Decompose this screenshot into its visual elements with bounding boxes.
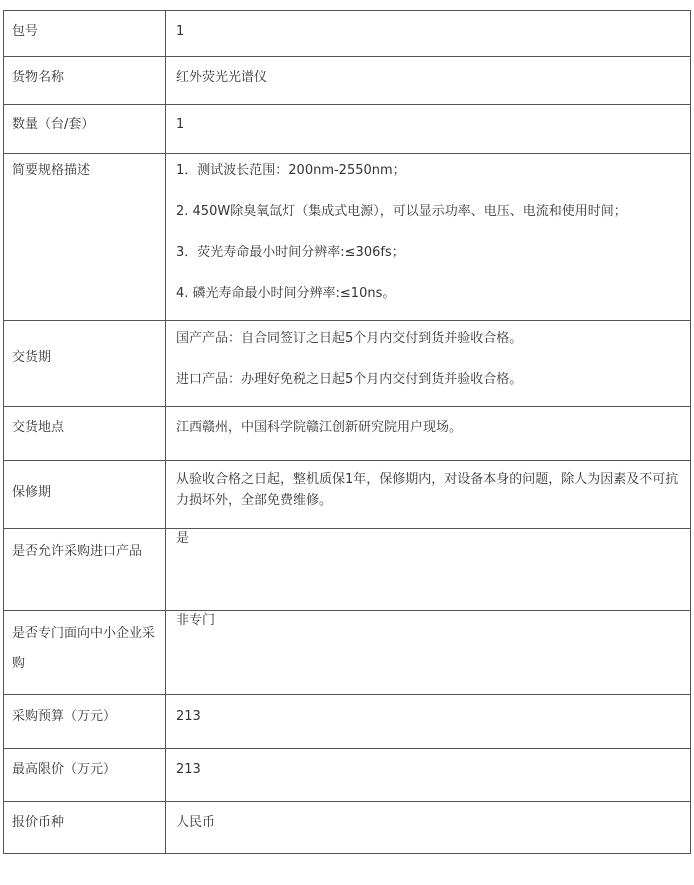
package-number-label: 包号 (12, 24, 39, 39)
table-row (4, 461, 691, 529)
spec-description-list (176, 154, 680, 304)
value-cell (166, 407, 691, 461)
table-row (4, 611, 691, 695)
table-row (4, 321, 691, 407)
value-cell (166, 461, 691, 529)
value-cell (166, 105, 691, 154)
table-row (4, 105, 691, 154)
spec-description-label: 简要规格描述 (12, 163, 91, 178)
budget-label: 采购预算（万元） (12, 709, 117, 724)
delivery-location-value: 江西赣州，中国科学院赣江创新研究院用户现场。 (176, 420, 463, 435)
allow-import-wrapper (176, 529, 680, 549)
value-cell (166, 57, 691, 105)
delivery-location-label: 交货地点 (12, 420, 65, 435)
sme-only-wrapper (176, 611, 680, 631)
label-cell (4, 154, 166, 321)
delivery-line: 国产产品：自合同签订之日起5个月内交付到货并验收合格。 (176, 331, 523, 346)
currency-value: 人民币 (176, 815, 216, 830)
value-cell (166, 529, 691, 611)
label-cell (4, 749, 166, 802)
budget-value: 213 (176, 709, 201, 724)
label-cell (4, 802, 166, 854)
label-cell (4, 695, 166, 749)
allow-import-label: 是否允许采购进口产品 (12, 544, 143, 559)
label-cell (4, 57, 166, 105)
spec-line: 4. 磷光寿命最小时间分辨率:≤10ns。 (176, 286, 396, 301)
sme-only-value: 非专门 (176, 613, 216, 628)
value-cell (166, 749, 691, 802)
table-row (4, 529, 691, 611)
warranty-value: 从验收合格之日起，整机质保1年，保修期内，对设备本身的问题，除人为因素及不可抗力损坏外，全部免费维修。 (176, 472, 679, 508)
label-cell (4, 611, 166, 695)
table-row (4, 57, 691, 105)
label-cell (4, 11, 166, 57)
procurement-spec-table (3, 10, 691, 854)
label-cell (4, 407, 166, 461)
value-cell (166, 321, 691, 407)
label-cell (4, 105, 166, 154)
delivery-line: 进口产品：办理好免税之日起5个月内交付到货并验收合格。 (176, 372, 523, 387)
spec-line: 2. 450W除臭氧氙灯（集成式电源），可以显示功率、电压、电流和使用时间； (176, 204, 627, 219)
value-cell (166, 611, 691, 695)
spec-line: 1．测试波长范围：200nm-2550nm； (176, 163, 406, 178)
table-row (4, 695, 691, 749)
table-row (4, 11, 691, 57)
table-row (4, 802, 691, 854)
table-row (4, 407, 691, 461)
quantity-value: 1 (176, 117, 185, 132)
value-cell (166, 695, 691, 749)
label-cell (4, 321, 166, 407)
table-row (4, 749, 691, 802)
spec-line: 3．荧光寿命最小时间分辨率:≤306fs； (176, 245, 405, 260)
price-cap-label: 最高限价（万元） (12, 762, 117, 777)
value-cell (166, 11, 691, 57)
value-cell (166, 154, 691, 321)
package-number-value: 1 (176, 24, 185, 39)
quantity-label: 数量（台/套） (12, 117, 95, 132)
currency-label: 报价币种 (12, 815, 65, 830)
label-cell (4, 461, 166, 529)
price-cap-value: 213 (176, 762, 201, 777)
table-row (4, 154, 691, 321)
sme-only-label: 是否专门面向中小企业采购 (12, 626, 156, 671)
delivery-period-label: 交货期 (12, 350, 52, 365)
value-cell (166, 802, 691, 854)
allow-import-value: 是 (176, 531, 190, 546)
warranty-label: 保修期 (12, 485, 52, 500)
goods-name-value: 红外荧光光谱仪 (176, 70, 268, 85)
delivery-period-list (176, 321, 680, 390)
label-cell (4, 529, 166, 611)
goods-name-label: 货物名称 (12, 70, 65, 85)
